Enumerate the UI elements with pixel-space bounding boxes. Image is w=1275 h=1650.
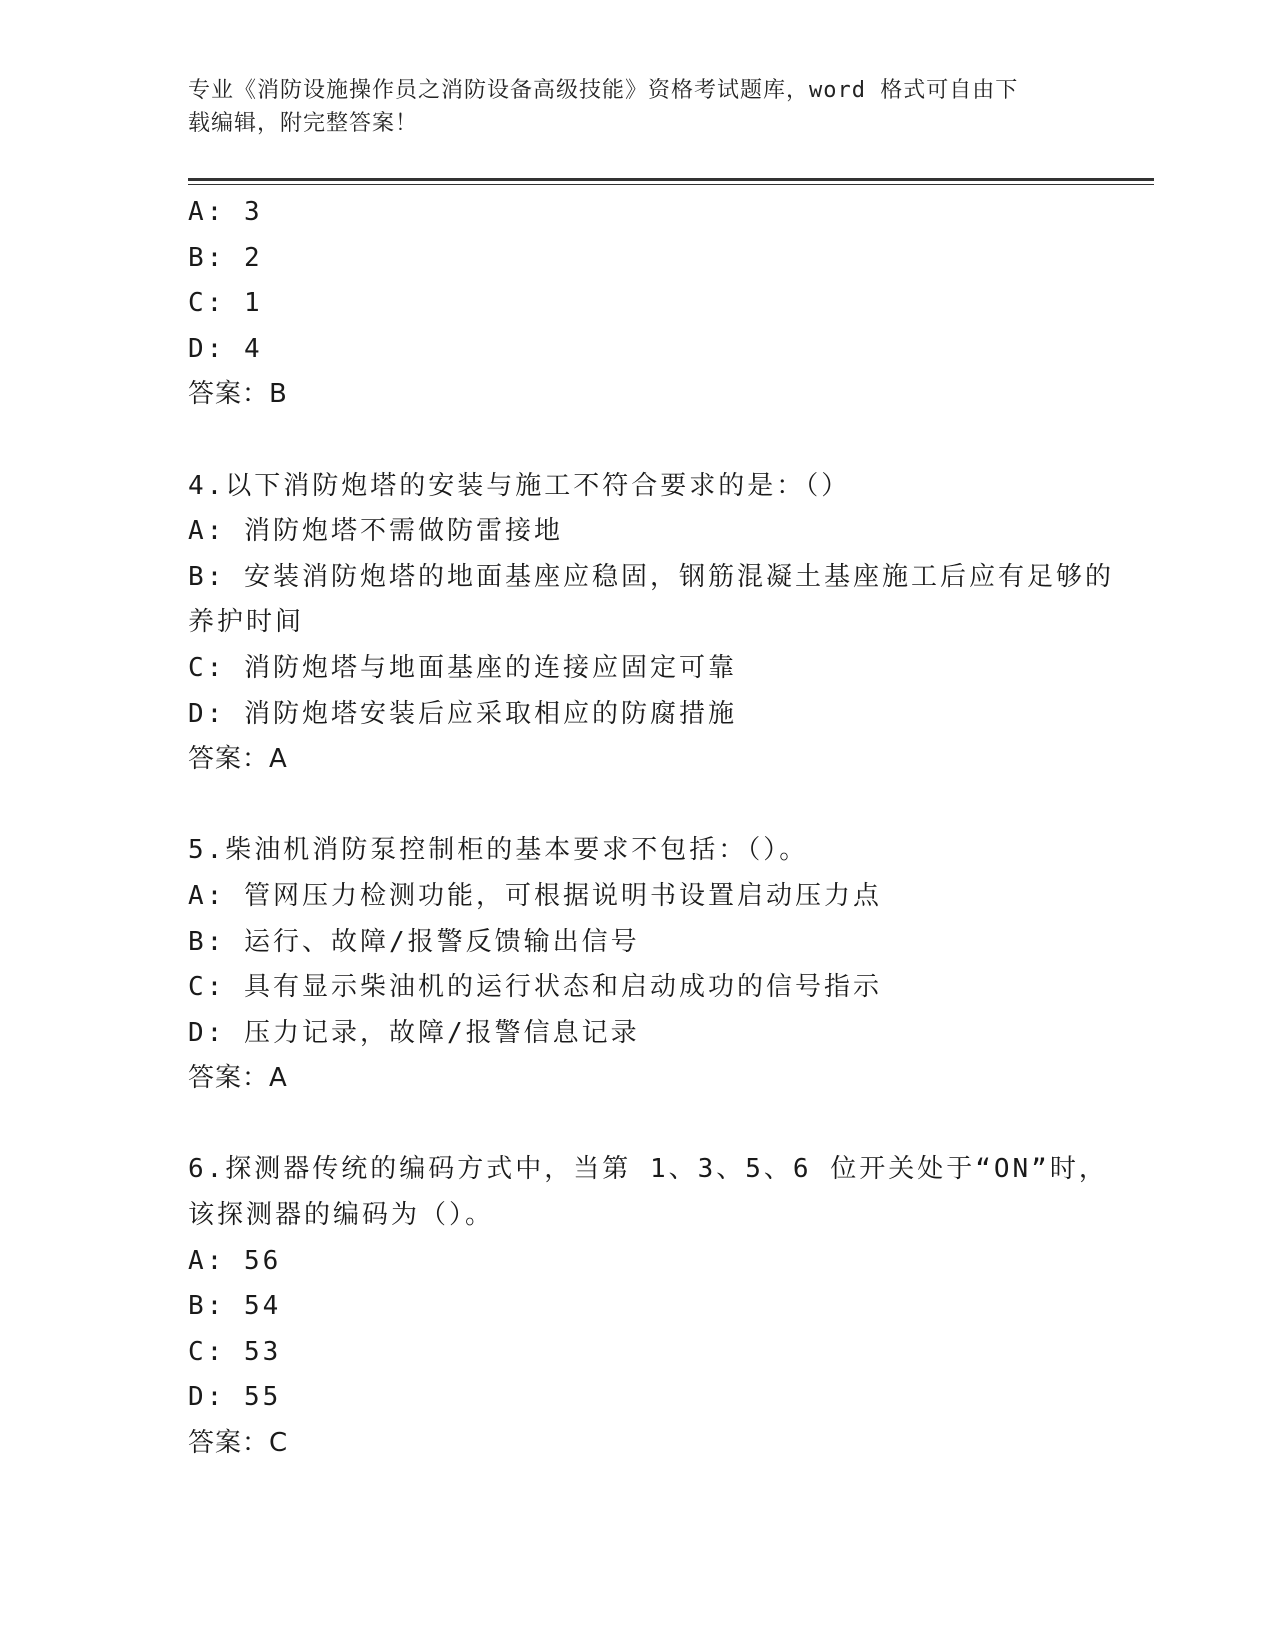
answer-line: 答案：A [188,744,288,775]
question-stem: 5.柴油机消防泵控制柜的基本要求不包括：（）。 [188,835,809,866]
answer-line: 答案：A [188,1063,288,1094]
header-line-2: 载编辑，附完整答案！ [188,111,419,136]
answer-line: 答案：C [188,1428,289,1459]
question-block [188,190,1118,418]
option-d: D: 55 [188,1382,282,1413]
option-c: C: 1 [188,288,263,319]
answer-line: 答案：B [188,379,288,410]
option-b: B: 安装消防炮塔的地面基座应稳固，钢筋混凝土基座施工后应有足够的养护时间 [188,561,1114,638]
document-header [188,74,1088,140]
option-d: D: 压力记录，故障/报警信息记录 [188,1017,640,1048]
header-divider-thick [188,178,1154,181]
option-c: C: 具有显示柴油机的运行状态和启动成功的信号指示 [188,972,882,1003]
question-list [188,190,1118,1467]
question-block [188,1147,1118,1466]
question-block [188,828,1118,1102]
option-a: A: 管网压力检测功能，可根据说明书设置启动压力点 [188,880,882,911]
header-divider-thin [188,184,1154,185]
option-a: A: 3 [188,197,263,227]
option-b: B: 54 [188,1291,282,1322]
option-d: D: 4 [188,333,263,364]
option-a: A: 消防炮塔不需做防雷接地 [188,516,563,547]
option-d: D: 消防炮塔安装后应采取相应的防腐措施 [188,698,737,729]
header-line-1: 专业《消防设施操作员之消防设备高级技能》资格考试题库，word 格式可自由下 [188,78,1019,103]
question-stem: 6.探测器传统的编码方式中，当第 1、3、5、6 位开关处于“ON”时，该探测器的编码为（）。 [188,1154,1108,1231]
question-block [188,464,1118,783]
option-a: A: 56 [188,1245,282,1276]
question-stem: 4.以下消防炮塔的安装与施工不符合要求的是：（） [188,470,851,501]
option-c: C: 消防炮塔与地面基座的连接应固定可靠 [188,652,737,683]
option-b: B: 2 [188,242,263,273]
option-c: C: 53 [188,1336,282,1367]
option-b: B: 运行、故障/报警反馈输出信号 [188,926,640,957]
